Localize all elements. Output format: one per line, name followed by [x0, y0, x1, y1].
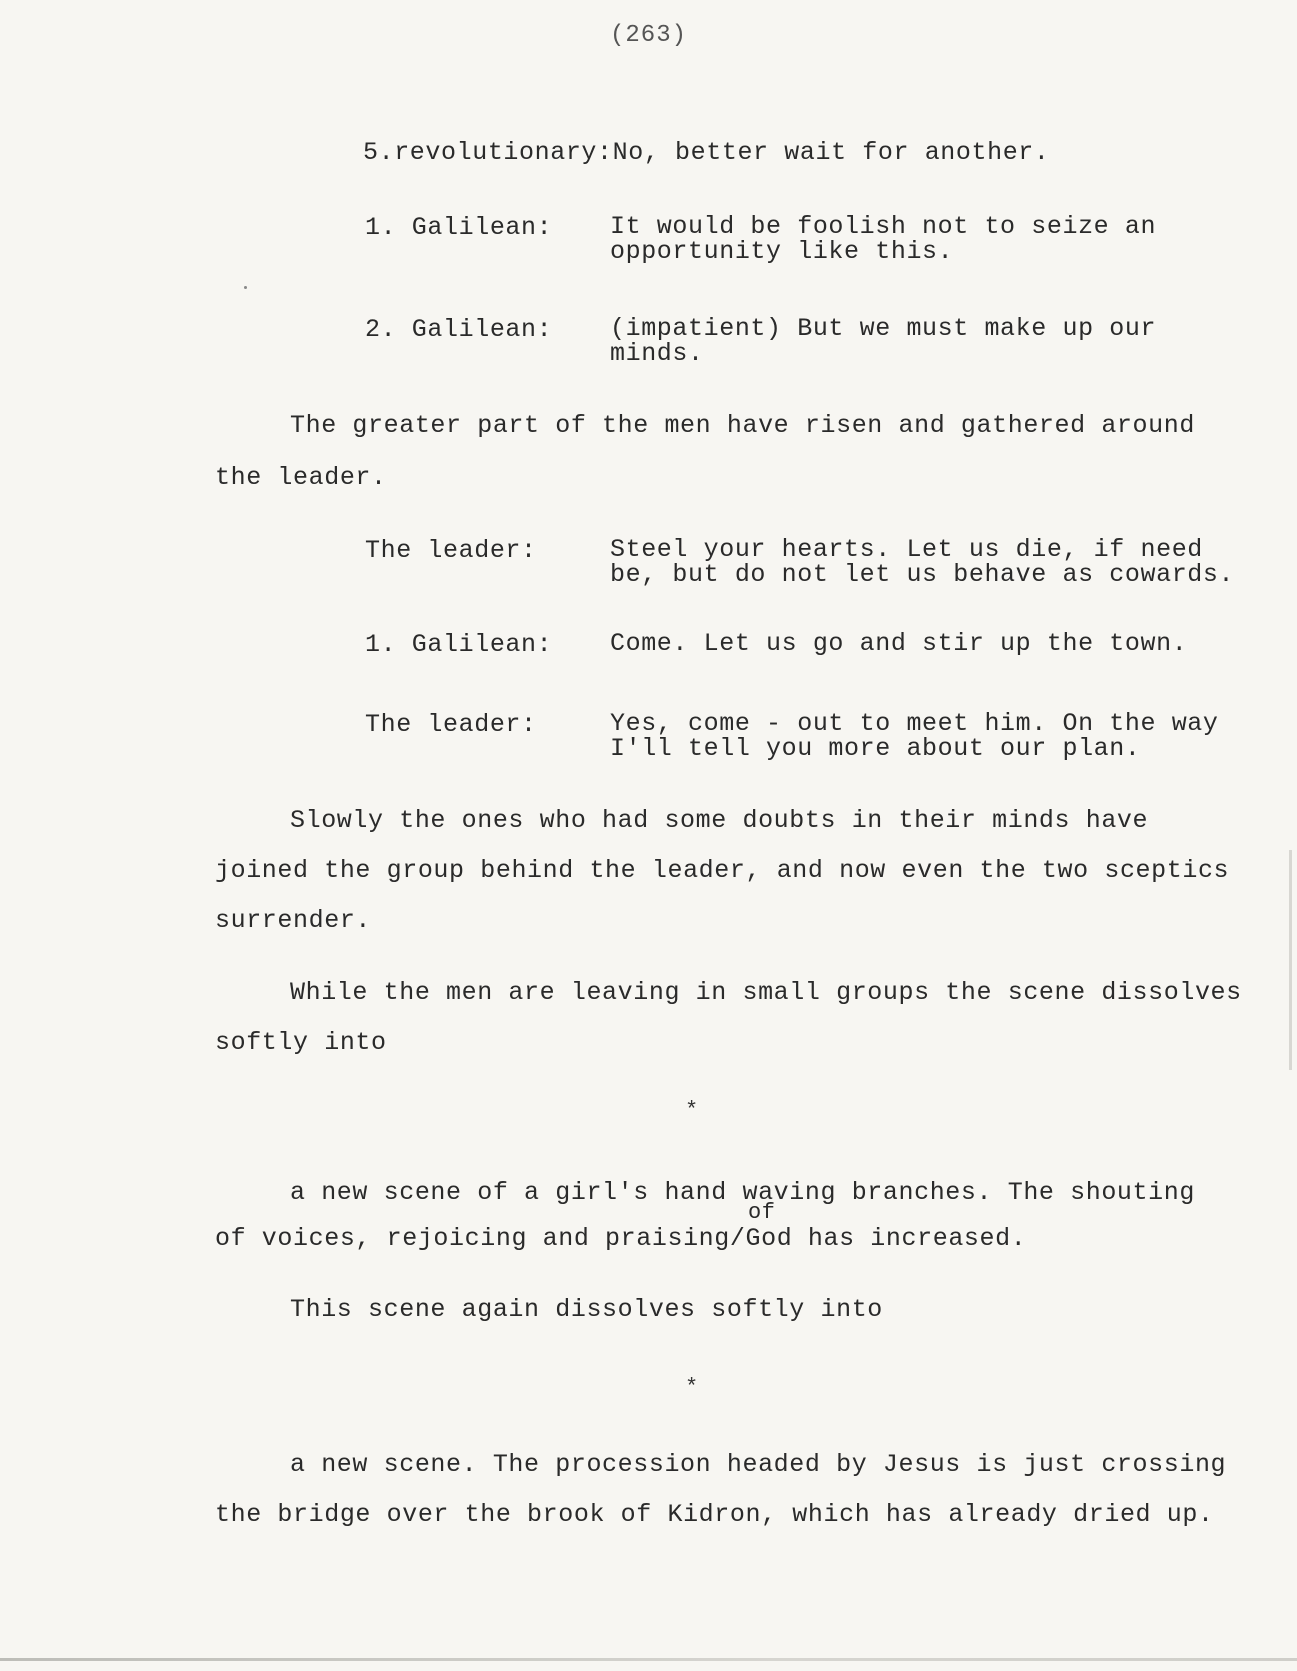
paragraph-4-line-b: of voices, rejoicing and praising/God has increased.: [215, 1224, 1027, 1253]
speaker-leader-2: The leader:: [365, 710, 537, 739]
speaker-galilean-1-second: 1. Galilean:: [365, 630, 553, 659]
dialogue-leader-2-line-b: I'll tell you more about our plan.: [610, 734, 1141, 763]
paragraph-1-line-b: the leader.: [215, 463, 387, 492]
paragraph-3-line-a: While the men are leaving in small groups the scene dissolves: [290, 978, 1242, 1007]
dialogue-leader-1-line-a: Steel your hearts. Let us die, if need: [610, 535, 1203, 564]
dialogue-leader-2-line-a: Yes, come - out to meet him. On the way: [610, 709, 1219, 738]
scan-edge-right: [1289, 850, 1292, 1070]
dialogue-line-revolutionary: 5.revolutionary:No, better wait for another.: [363, 138, 1050, 167]
paragraph-6-line-b: the bridge over the brook of Kidron, which has already dried up.: [215, 1500, 1214, 1529]
speaker-leader-1: The leader:: [365, 536, 537, 565]
paragraph-5: This scene again dissolves softly into: [290, 1295, 883, 1324]
dialogue-leader-1-line-b: be, but do not let us behave as cowards.: [610, 560, 1235, 589]
paragraph-2-line-b: joined the group behind the leader, and now even the two sceptics: [215, 856, 1230, 885]
dialogue-galilean-2-line-a: (impatient) But we must make up our: [610, 314, 1157, 343]
paragraph-4-line-a: a new scene of a girl's hand waving branches. The shouting: [290, 1178, 1195, 1207]
stray-mark: [244, 286, 247, 289]
paragraph-2-line-a: Slowly the ones who had some doubts in their minds have: [290, 806, 1149, 835]
paragraph-4-handwritten-insert: of: [748, 1200, 776, 1225]
paragraph-1-line-a: The greater part of the men have risen and gathered around: [290, 411, 1195, 440]
paragraph-6-line-a: a new scene. The procession headed by Jesus is just crossing: [290, 1450, 1227, 1479]
dialogue-galilean-2-line-b: minds.: [610, 339, 704, 368]
scene-break-asterisk-1: *: [685, 1098, 699, 1123]
speaker-galilean-1: 1. Galilean:: [365, 213, 553, 242]
scan-edge-bottom: [0, 1658, 1297, 1661]
paragraph-3-line-b: softly into: [215, 1028, 387, 1057]
dialogue-galilean-1-second: Come. Let us go and stir up the town.: [610, 629, 1188, 658]
dialogue-galilean-1-line-b: opportunity like this.: [610, 237, 954, 266]
paragraph-2-line-c: surrender.: [215, 906, 372, 935]
dialogue-galilean-1-line-a: It would be foolish not to seize an: [610, 212, 1157, 241]
scene-break-asterisk-2: *: [685, 1375, 699, 1400]
speaker-galilean-2: 2. Galilean:: [365, 315, 553, 344]
page-number: (263): [609, 22, 687, 49]
